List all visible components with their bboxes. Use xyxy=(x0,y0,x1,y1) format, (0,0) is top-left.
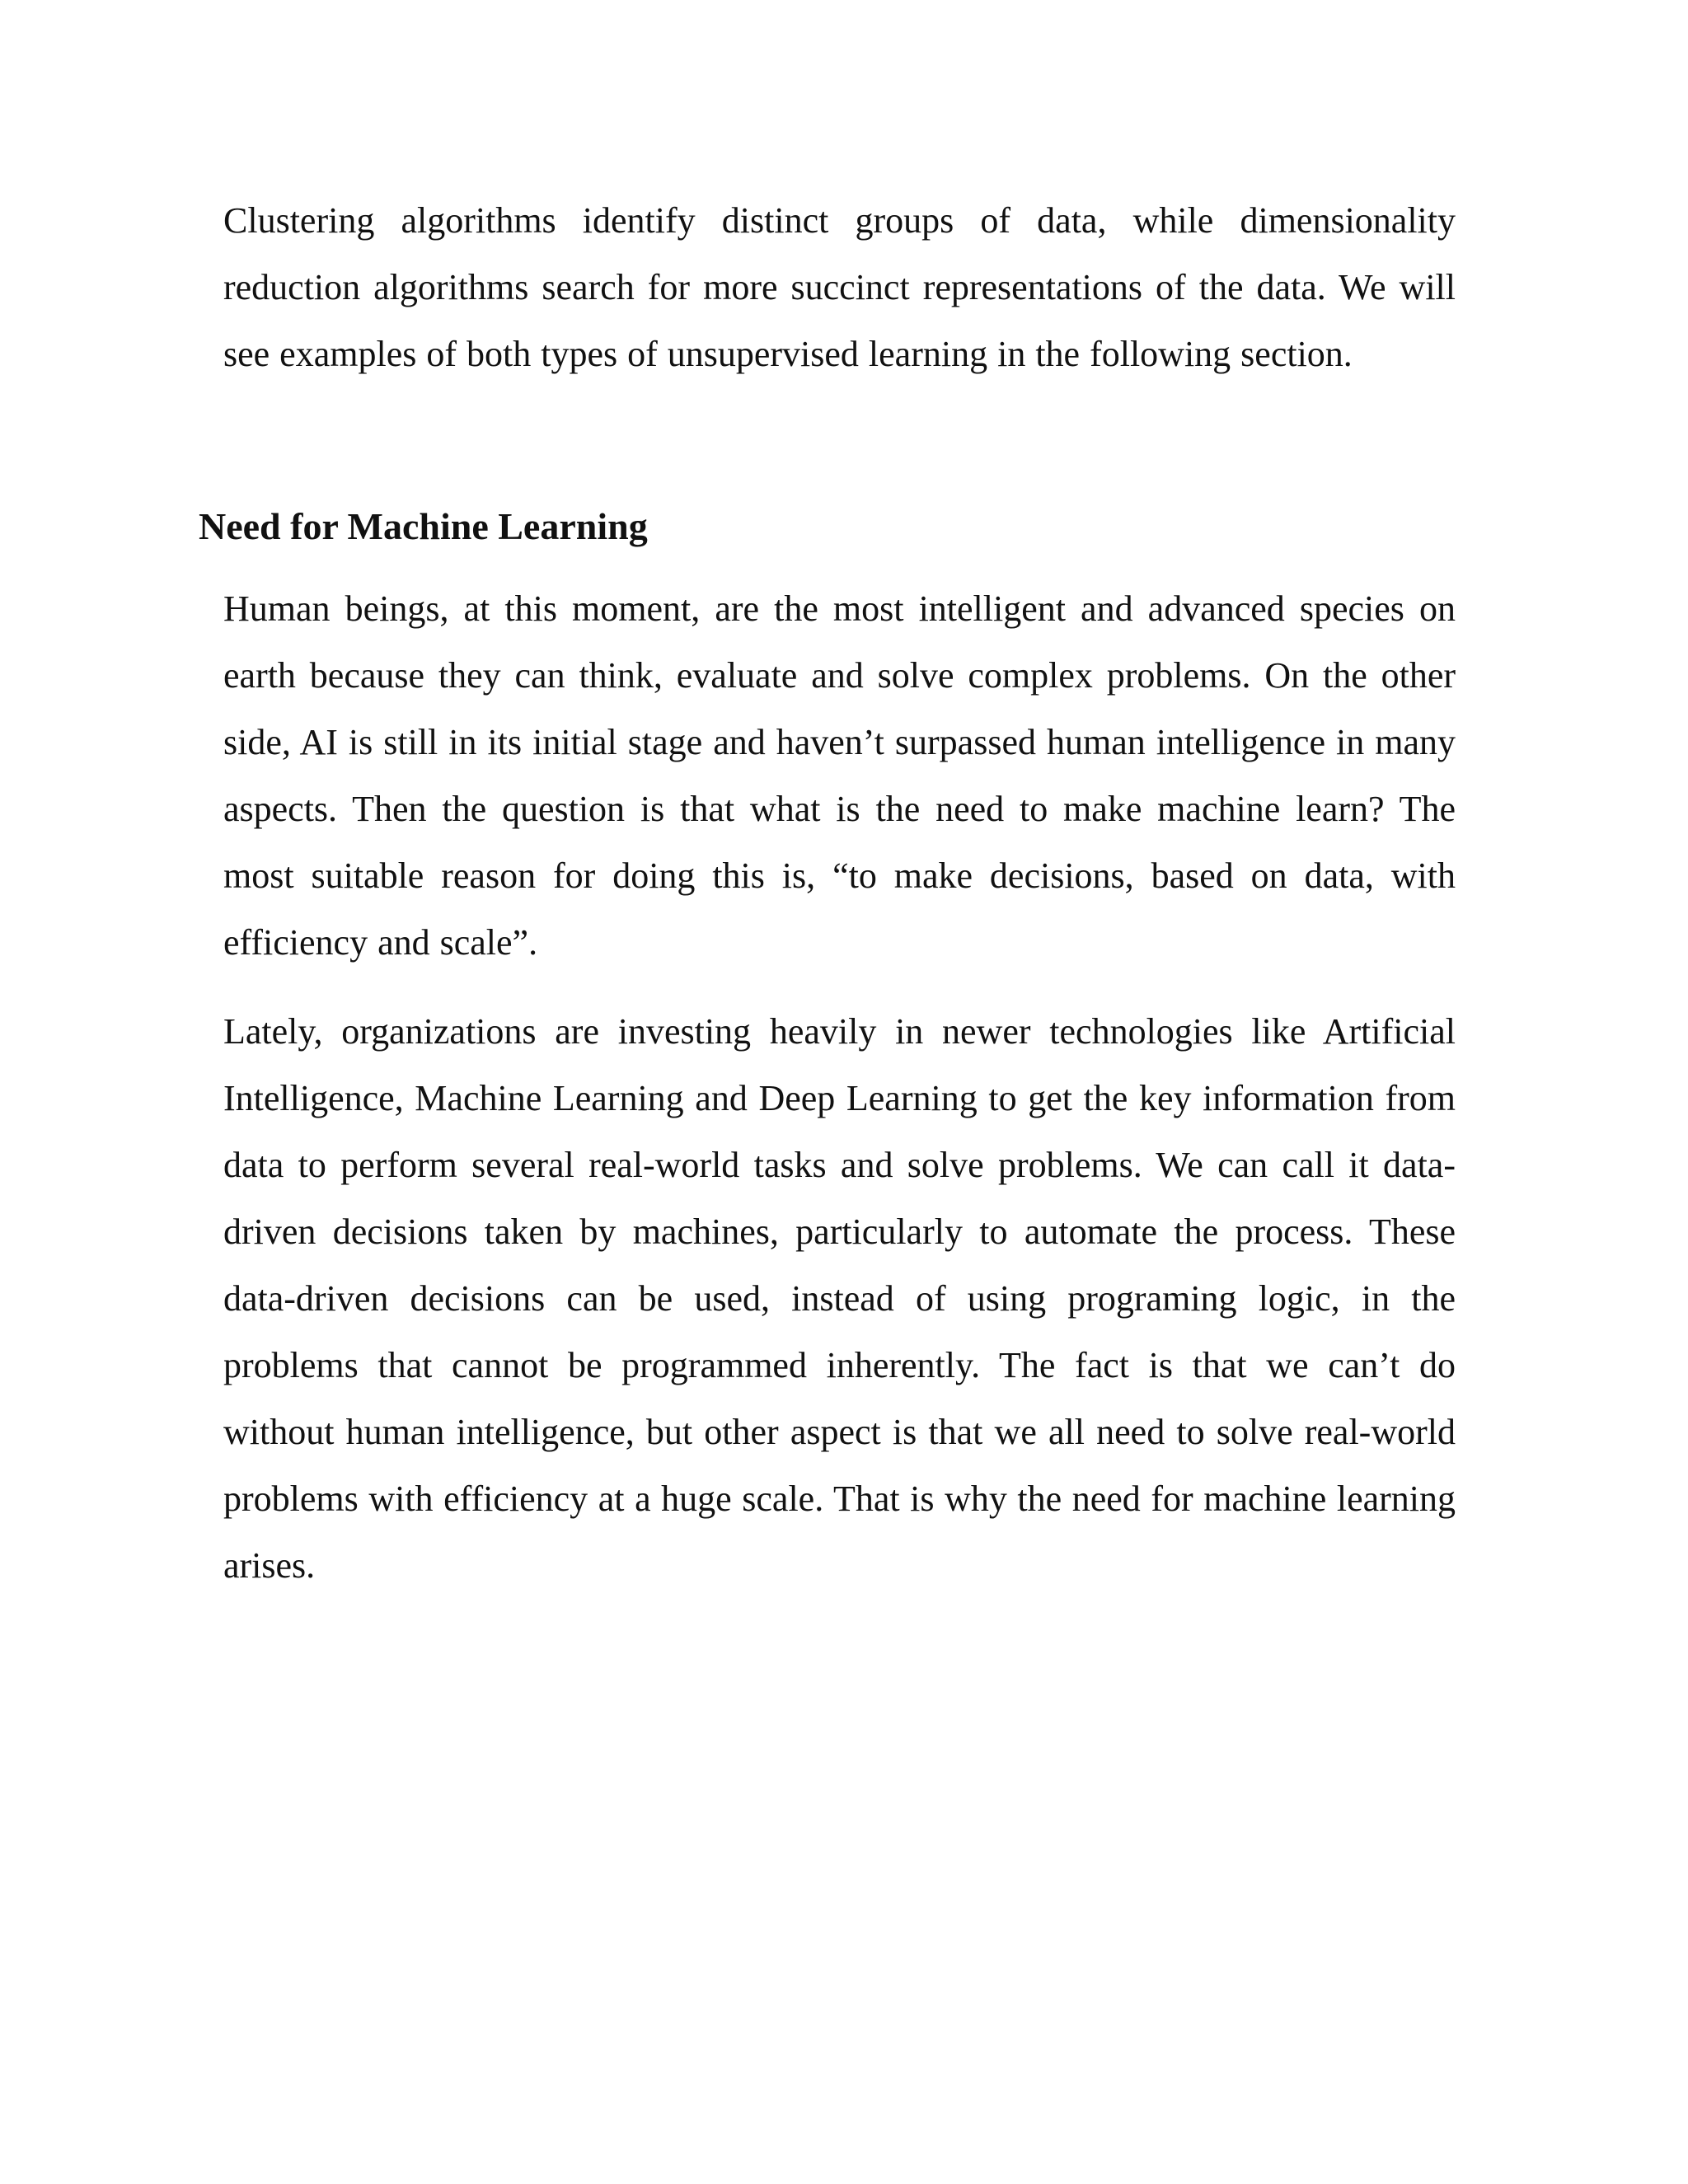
intro-paragraph: Clustering algorithms identify distinct groups of data, while dimensionality reduction algorithms search for more succinct representations of the data. We will see examples of both types of unsupervised learning in the following section. xyxy=(223,200,1456,374)
body-paragraph-1: Human beings, at this moment, are the most intelligent and advanced species on earth because they can think, evaluate and solve complex problems. On the other side, AI is still in its initial stage and haven’t surpassed human intelligence in many aspects. Then the question is that what is the need to make machine learn? The most suitable reason for doing this is, “to make decisions, based on data, with efficiency and scale”. xyxy=(223,588,1456,963)
body-paragraph-2: Lately, organizations are investing heavily in newer technologies like Artificial Intelligence, Machine Learning and Deep Learning to get the key information from data to perform several real-world tasks and solve problems. We can call it data-driven decisions taken by machines, particularly to automate the process. These data-driven decisions can be used, instead of using programing logic, in the problems that cannot be programmed inherently. The fact is that we can’t do without human intelligence, but other aspect is that we all need to solve real-world problems with efficiency at a huge scale. That is why the need for machine learning arises. xyxy=(223,1011,1456,1586)
section-heading: Need for Machine Learning xyxy=(199,505,648,547)
